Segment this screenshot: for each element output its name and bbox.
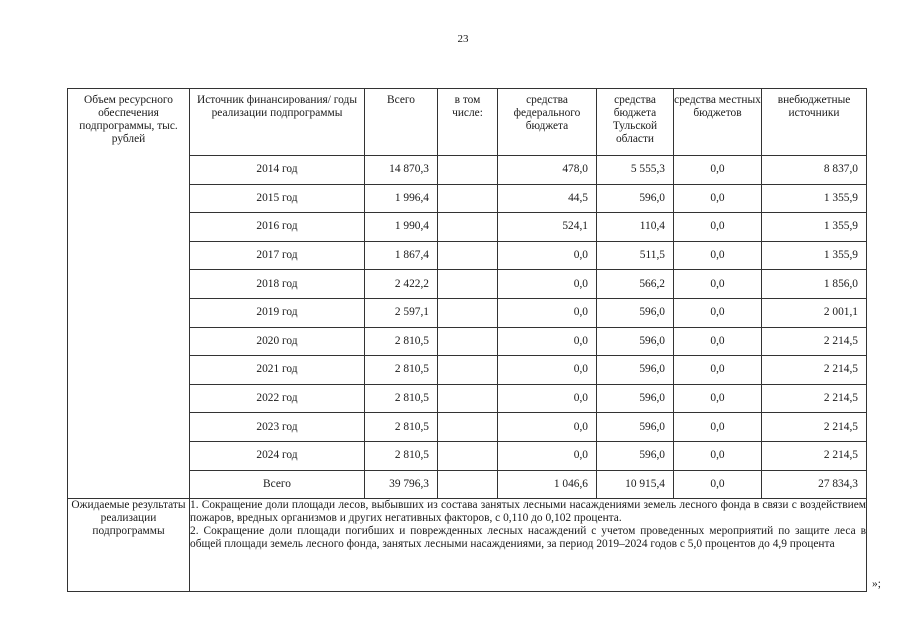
row-total: 14 870,3 xyxy=(365,156,438,185)
row-total: 2 810,5 xyxy=(365,384,438,413)
row-federal: 478,0 xyxy=(498,156,597,185)
row-federal: 1 046,6 xyxy=(498,470,597,499)
row-extra: 1 355,9 xyxy=(762,184,867,213)
row-total: 2 810,5 xyxy=(365,356,438,385)
row-regional: 596,0 xyxy=(597,413,674,442)
row-federal: 0,0 xyxy=(498,241,597,270)
row-extra: 1 856,0 xyxy=(762,270,867,299)
row-regional: 596,0 xyxy=(597,184,674,213)
row-year: 2018 год xyxy=(190,270,365,299)
row-year: 2020 год xyxy=(190,327,365,356)
row-local: 0,0 xyxy=(674,241,762,270)
row-total: 1 996,4 xyxy=(365,184,438,213)
page-number: 23 xyxy=(457,33,469,45)
row-year: 2015 год xyxy=(190,184,365,213)
row-local: 0,0 xyxy=(674,184,762,213)
row-local: 0,0 xyxy=(674,384,762,413)
row-federal: 0,0 xyxy=(498,356,597,385)
row-year: 2021 год xyxy=(190,356,365,385)
row-empty xyxy=(438,413,498,442)
row-empty xyxy=(438,441,498,470)
resource-table xyxy=(67,88,867,592)
row-year: 2017 год xyxy=(190,241,365,270)
results-row xyxy=(68,499,867,592)
row-empty xyxy=(438,184,498,213)
row-federal: 0,0 xyxy=(498,327,597,356)
header-total: Всего xyxy=(365,89,438,156)
row-regional: 596,0 xyxy=(597,298,674,327)
row-year: 2023 год xyxy=(190,413,365,442)
row-extra: 1 355,9 xyxy=(762,213,867,242)
row-local: 0,0 xyxy=(674,413,762,442)
row-local: 0,0 xyxy=(674,327,762,356)
row-extra: 1 355,9 xyxy=(762,241,867,270)
row-empty xyxy=(438,270,498,299)
row-total: 2 422,2 xyxy=(365,270,438,299)
row-year: 2019 год xyxy=(190,298,365,327)
results-label: Ожидаемые результаты реализации подпрограммы xyxy=(68,499,190,592)
row-federal: 0,0 xyxy=(498,270,597,299)
row-local: 0,0 xyxy=(674,213,762,242)
row-regional: 110,4 xyxy=(597,213,674,242)
row-regional: 5 555,3 xyxy=(597,156,674,185)
row-federal: 0,0 xyxy=(498,413,597,442)
row-federal: 44,5 xyxy=(498,184,597,213)
row-regional: 596,0 xyxy=(597,327,674,356)
row-local: 0,0 xyxy=(674,298,762,327)
row-empty xyxy=(438,470,498,499)
closing-mark: »; xyxy=(872,578,881,590)
row-total: 39 796,3 xyxy=(365,470,438,499)
row-year: 2016 год xyxy=(190,213,365,242)
row-regional: 596,0 xyxy=(597,356,674,385)
row-extra: 2 214,5 xyxy=(762,384,867,413)
row-year: Всего xyxy=(190,470,365,499)
row-empty xyxy=(438,156,498,185)
row-empty xyxy=(438,356,498,385)
row-extra: 2 214,5 xyxy=(762,413,867,442)
row-regional: 10 915,4 xyxy=(597,470,674,499)
row-total: 2 810,5 xyxy=(365,327,438,356)
row-federal: 0,0 xyxy=(498,298,597,327)
row-total: 2 597,1 xyxy=(365,298,438,327)
row-total: 2 810,5 xyxy=(365,413,438,442)
row-local: 0,0 xyxy=(674,441,762,470)
row-regional: 566,2 xyxy=(597,270,674,299)
row-local: 0,0 xyxy=(674,356,762,385)
row-local: 0,0 xyxy=(674,470,762,499)
row-total: 1 867,4 xyxy=(365,241,438,270)
row-empty xyxy=(438,327,498,356)
row-extra: 2 214,5 xyxy=(762,441,867,470)
row-empty xyxy=(438,298,498,327)
header-including: в том числе: xyxy=(438,89,498,156)
row-total: 2 810,5 xyxy=(365,441,438,470)
resource-label: Объем ресурсного обеспечения подпрограммы, тыс. рублей xyxy=(68,89,190,499)
row-total: 1 990,4 xyxy=(365,213,438,242)
row-federal: 0,0 xyxy=(498,441,597,470)
row-extra: 27 834,3 xyxy=(762,470,867,499)
row-extra: 8 837,0 xyxy=(762,156,867,185)
row-extra: 2 214,5 xyxy=(762,327,867,356)
row-local: 0,0 xyxy=(674,156,762,185)
result-item-1: 1. Сокращение доли площади лесов, выбывших из состава занятых лесными насаждениями земель лесного фонда в связи с воздействием пожаров, вредных организмов и других негативных факторов, с 0,110 до 0,102 процента. xyxy=(190,499,866,525)
results-text xyxy=(190,499,867,592)
result-item-2: 2. Сокращение доли площади погибших и поврежденных лесных насаждений с учетом проведенных мероприятий по защите леса в общей площади земель лесного фонда, занятых лесными насаждениями, за период 2019–2024 годов с 5,0 процентов до 4,9 процента xyxy=(190,525,866,551)
row-empty xyxy=(438,241,498,270)
row-local: 0,0 xyxy=(674,270,762,299)
row-regional: 511,5 xyxy=(597,241,674,270)
row-extra: 2 001,1 xyxy=(762,298,867,327)
header-source: Источник финансирования/ годы реализации подпрограммы xyxy=(190,89,365,156)
row-empty xyxy=(438,213,498,242)
header-extra: внебюджетные источники xyxy=(762,89,867,156)
row-regional: 596,0 xyxy=(597,384,674,413)
row-empty xyxy=(438,384,498,413)
row-year: 2022 год xyxy=(190,384,365,413)
header-local: средства местных бюджетов xyxy=(674,89,762,156)
header-regional: средства бюджета Тульской области xyxy=(597,89,674,156)
row-federal: 524,1 xyxy=(498,213,597,242)
row-year: 2024 год xyxy=(190,441,365,470)
header-federal: средства федерального бюджета xyxy=(498,89,597,156)
row-year: 2014 год xyxy=(190,156,365,185)
row-federal: 0,0 xyxy=(498,384,597,413)
row-regional: 596,0 xyxy=(597,441,674,470)
row-extra: 2 214,5 xyxy=(762,356,867,385)
header-row xyxy=(68,89,867,156)
